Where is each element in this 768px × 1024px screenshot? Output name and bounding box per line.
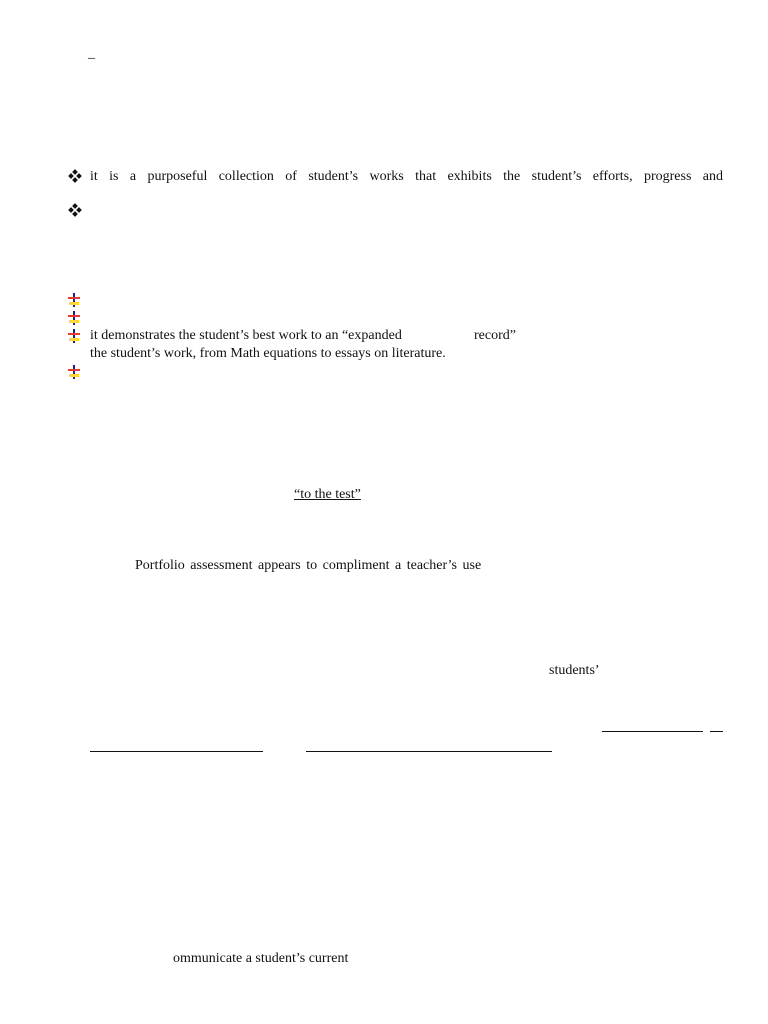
plus-bullet-icon <box>68 329 80 343</box>
to-the-test-phrase: “to the test” <box>294 487 361 502</box>
blank-line <box>602 731 703 732</box>
diamond-bullet-icon <box>68 204 82 218</box>
plus-bullet-icon <box>68 293 80 307</box>
plus-bullet-icon <box>68 365 80 379</box>
blank-line <box>90 751 263 752</box>
blank-line <box>306 751 552 752</box>
plus-bullet-text-3: it demonstrates the student’s best work to an “expanded <box>90 328 402 343</box>
plus-bullet-text-3-right: record” <box>474 328 516 343</box>
portfolio-sentence: Portfolio assessment appears to compliment a teacher’s use <box>135 558 482 573</box>
communicate-fragment: ommunicate a student’s current <box>173 951 349 966</box>
top-dash: _ <box>88 46 95 61</box>
plus-bullet-icon <box>68 311 80 325</box>
blank-line <box>710 731 723 732</box>
plus-bullet-text-3-continued: the student’s work, from Math equations to essays on literature. <box>90 346 446 361</box>
diamond-bullet-text-1: it is a purposeful collection of student’s works that exhibits the student’s efforts, progress and <box>90 169 723 184</box>
diamond-bullet-icon <box>68 170 82 184</box>
students-word: students’ <box>549 663 600 678</box>
